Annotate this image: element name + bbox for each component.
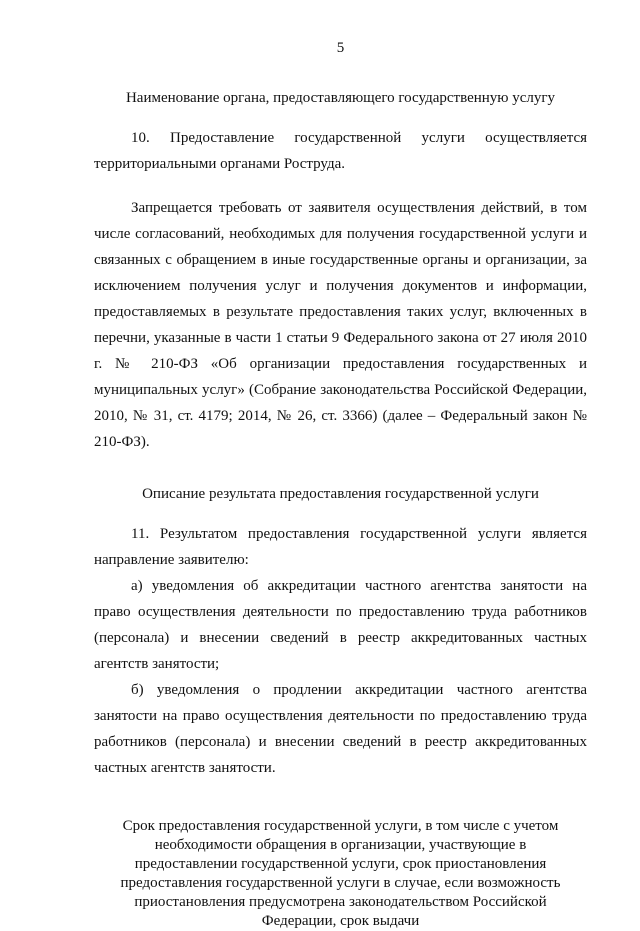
section-service-result — [94, 481, 587, 781]
paragraph-prohibition: Запрещается требовать от заявителя осуществления действий, в том числе согласований, необходимых для получения государственной услуги и связанных с обращением в иные государственные органы и организации, за исключением получения услуг и получения документов и информации, предоставляемых в результате предоставления таких услуг, включенных в перечни, указанные в части 1 статьи 9 Федерального закона от 27 июля 2010 г. № 210-ФЗ «Об организации предоставления государственных и муниципальных услуг» (Собрание законодательства Российской Федерации, 2010, № 31, ст. 4179; 2014, № 26, ст. 3366) (далее – Федеральный закон № 210-ФЗ). — [94, 200, 587, 450]
section-heading-service-result: Описание результата предоставления государственной услуги — [142, 486, 539, 502]
page-number: 5 — [336, 40, 345, 56]
paragraph-11b: б) уведомления о продлении аккредитации частного агентства занятости на право осуществления деятельности по предоставлению труда работников (персонала) и внесении сведений в реестр аккредитованных частных агентств занятости. — [94, 682, 587, 776]
paragraph-10: 10. Предоставление государственной услуги осуществляется территориальными органами Роструда. — [94, 130, 587, 172]
section-heading-service-provider: Наименование органа, предоставляющего государственную услугу — [125, 90, 556, 106]
paragraph-11: 11. Результатом предоставления государственной услуги является направление заявителю: — [94, 526, 587, 568]
section-service-term — [94, 817, 587, 931]
section-service-provider — [94, 85, 587, 455]
section-heading-service-term: Срок предоставления государственной услуги, в том числе с учетом необходимости обращения в организации, участвующие в предоставлении государственной услуги, срок приостановления предоставления государственной услуги в случае, если возможность приостановления предусмотрена законодательством Российской Федерации, срок выдачи — [120, 818, 561, 929]
paragraph-11a: а) уведомления об аккредитации частного агентства занятости на право осуществления деятельности по предоставлению труда работников (персонала) и внесении сведений в реестр аккредитованных частных агентств занятости; — [94, 578, 587, 672]
